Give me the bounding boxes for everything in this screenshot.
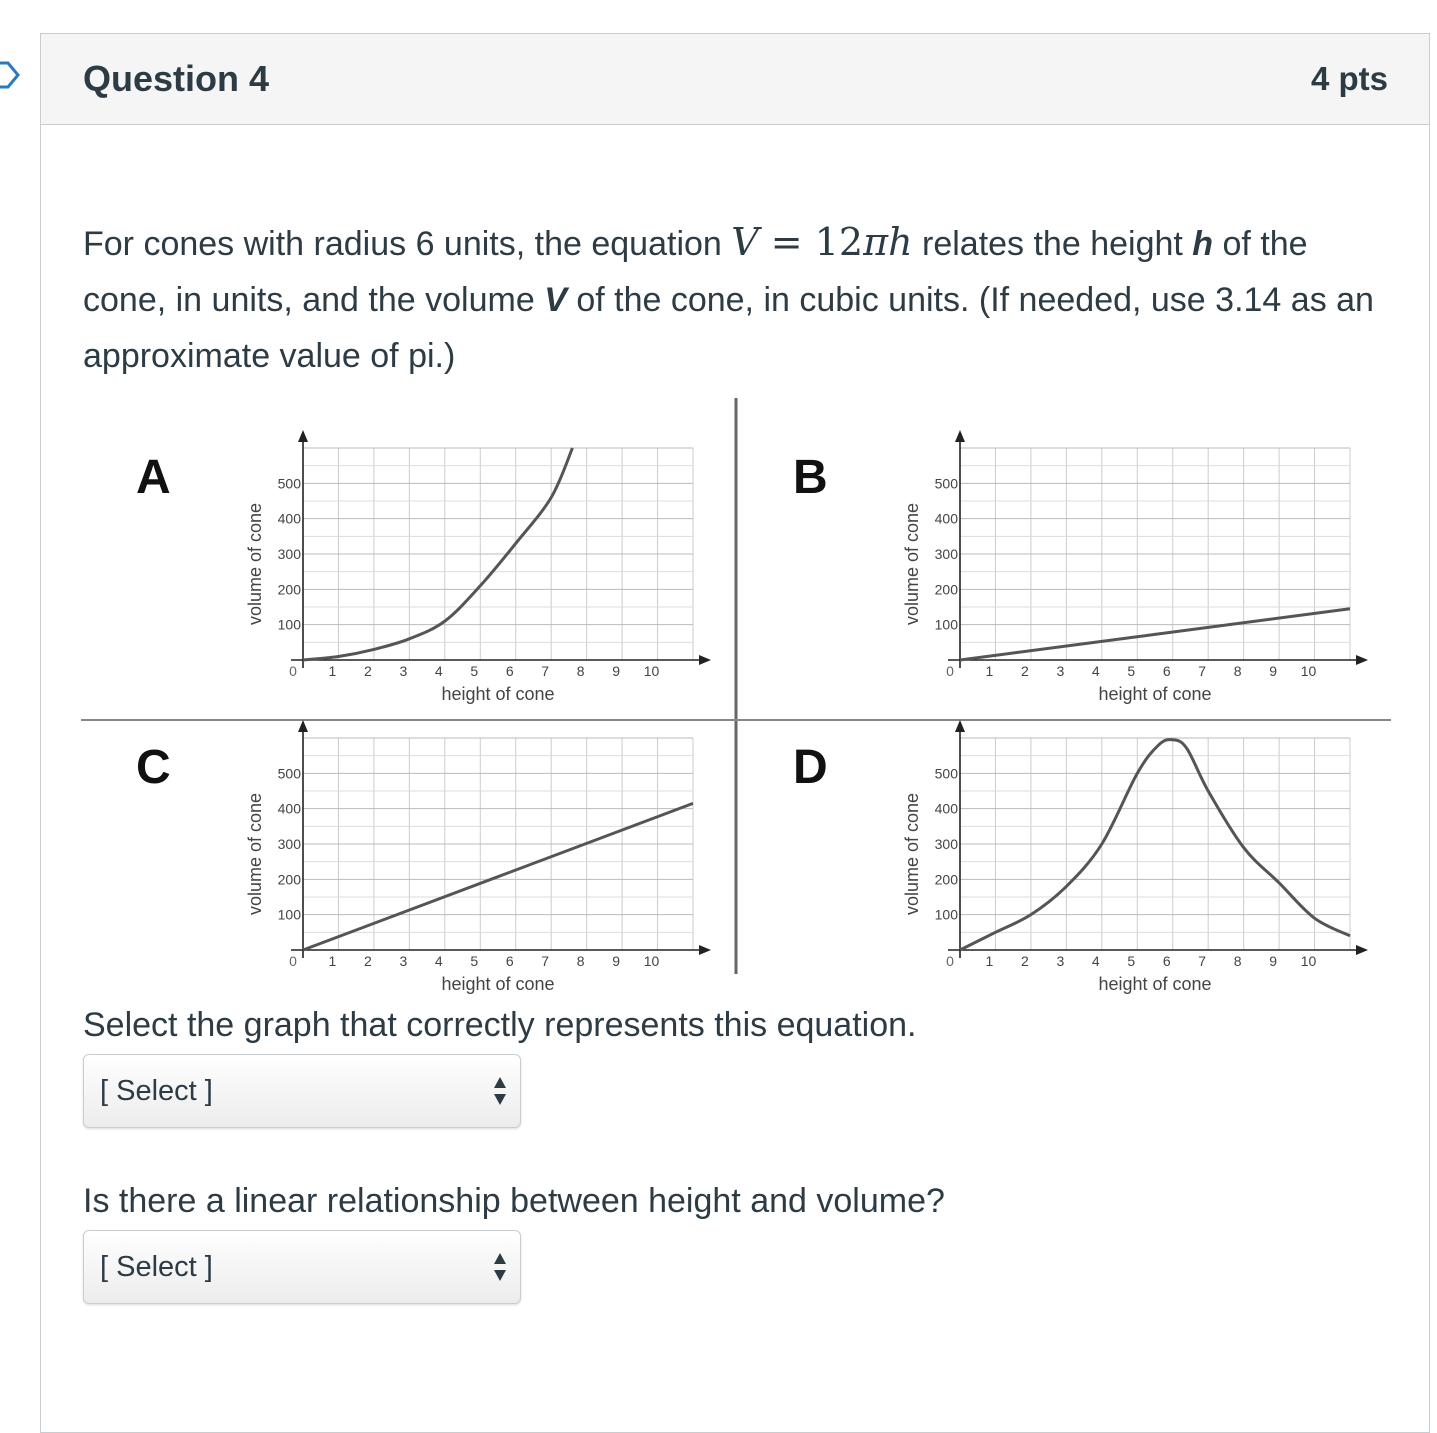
y-tick-label: 500: [934, 475, 958, 492]
y-tick-label: 100: [934, 906, 958, 923]
y-tick-label: 500: [277, 475, 301, 492]
x-tick-label: 4: [434, 663, 443, 679]
y-axis-label: volume of cone: [902, 792, 922, 916]
y-tick-label: 500: [934, 765, 958, 782]
y-tick-label: 500: [277, 765, 301, 782]
linear-select[interactable]: [83, 1230, 521, 1304]
x-tick-label: 4: [434, 953, 443, 969]
y-tick-label: 200: [934, 581, 958, 598]
x-tick-label: 6: [505, 953, 514, 969]
origin-label: 0: [946, 953, 954, 969]
question-points: 4 pts: [1310, 60, 1388, 97]
x-tick-label: 1: [328, 663, 337, 679]
x-tick-label: 8: [576, 953, 585, 969]
question-title: Question 4: [83, 58, 270, 99]
x-tick-label: 2: [364, 953, 372, 969]
x-tick-label: 7: [541, 953, 550, 969]
x-axis-label: height of cone: [441, 974, 555, 994]
x-tick-label: 6: [505, 663, 514, 679]
question-text: [83, 214, 1388, 384]
x-axis-arrow: [699, 945, 711, 955]
x-tick-label: 4: [1091, 953, 1100, 969]
origin-label: 0: [946, 663, 954, 679]
origin-label: 0: [289, 663, 297, 679]
var-h: h: [1192, 225, 1214, 263]
y-tick-label: 200: [277, 871, 301, 888]
y-tick-label: 300: [934, 546, 958, 562]
x-axis-arrow: [1356, 945, 1368, 955]
y-tick-label: 300: [934, 836, 958, 852]
x-tick-label: 9: [1269, 953, 1277, 969]
x-tick-label: 8: [1233, 663, 1242, 679]
x-axis-label: height of cone: [1098, 684, 1212, 704]
y-axis-arrow: [298, 430, 308, 442]
graph-select[interactable]: [83, 1054, 521, 1128]
x-axis-arrow: [699, 655, 711, 665]
x-tick-label: 7: [541, 663, 550, 679]
x-tick-label: 4: [1091, 663, 1100, 679]
x-axis-label: height of cone: [1098, 974, 1212, 994]
y-tick-label: 400: [277, 800, 301, 817]
text-part3: of the cone, in units, and the volume: [83, 225, 1308, 319]
x-axis-label: height of cone: [441, 684, 555, 704]
panel-label: D: [793, 741, 828, 794]
question-header: [41, 34, 1429, 125]
graph-options: [81, 398, 1391, 994]
x-tick-label: 1: [985, 663, 994, 679]
x-tick-label: 7: [1198, 953, 1207, 969]
panel-label: C: [136, 741, 171, 794]
x-tick-label: 5: [470, 663, 479, 679]
origin-label: 0: [289, 953, 297, 969]
select-arrows-icon: [492, 1250, 508, 1284]
x-tick-label: 9: [612, 953, 620, 969]
y-axis-label: volume of cone: [902, 502, 922, 626]
y-tick-label: 100: [934, 616, 958, 633]
x-tick-label: 1: [328, 953, 337, 969]
linear-question-prompt: Is there a linear relationship between height and volume?: [83, 1182, 945, 1220]
x-tick-label: 8: [576, 663, 585, 679]
equation: V = 12πh: [731, 220, 913, 264]
y-tick-label: 400: [277, 510, 301, 527]
x-tick-label: 2: [1021, 663, 1029, 679]
select-arrows-icon: [492, 1074, 508, 1108]
text-part2: relates the height: [912, 225, 1193, 263]
graph-panel-c: [136, 720, 711, 994]
x-tick-label: 3: [1056, 663, 1065, 679]
y-tick-label: 200: [934, 871, 958, 888]
var-v: V: [544, 281, 567, 319]
series-line: [303, 803, 693, 950]
x-axis-arrow: [1356, 655, 1368, 665]
graph-select-value: [ Select ]: [100, 1074, 213, 1107]
x-tick-label: 9: [612, 663, 620, 679]
text-part4: of the cone, in cubic units. (If needed, use 3.14 as an approximate value of pi.): [83, 281, 1374, 375]
graph-panel-a: [136, 430, 711, 704]
panel-label: B: [793, 451, 828, 504]
x-tick-label: 10: [1300, 663, 1317, 679]
x-tick-label: 2: [364, 663, 372, 679]
x-tick-label: 7: [1198, 663, 1207, 679]
x-tick-label: 5: [1127, 953, 1136, 969]
x-tick-label: 5: [470, 953, 479, 969]
series-line: [960, 740, 1350, 950]
y-axis-arrow: [955, 430, 965, 442]
y-tick-label: 400: [934, 510, 958, 527]
y-axis-label: volume of cone: [245, 502, 265, 626]
y-axis-arrow: [298, 720, 308, 732]
x-tick-label: 3: [399, 953, 408, 969]
x-tick-label: 10: [1300, 953, 1317, 969]
y-tick-label: 300: [277, 546, 301, 562]
x-tick-label: 8: [1233, 953, 1242, 969]
y-tick-label: 300: [277, 836, 301, 852]
x-tick-label: 10: [643, 953, 660, 969]
x-tick-label: 9: [1269, 663, 1277, 679]
x-tick-label: 1: [985, 953, 994, 969]
y-tick-label: 100: [277, 616, 301, 633]
series-line: [960, 609, 1350, 660]
x-tick-label: 2: [1021, 953, 1029, 969]
graph-panel-b: [793, 430, 1368, 704]
panel-label: A: [136, 451, 171, 504]
x-tick-label: 3: [1056, 953, 1065, 969]
bookmark-icon[interactable]: [0, 60, 20, 90]
y-axis-label: volume of cone: [245, 792, 265, 916]
x-tick-label: 6: [1162, 953, 1171, 969]
y-tick-label: 100: [277, 906, 301, 923]
y-tick-label: 200: [277, 581, 301, 598]
x-tick-label: 10: [643, 663, 660, 679]
y-axis-arrow: [955, 720, 965, 732]
text-part1: For cones with radius 6 units, the equation: [83, 225, 732, 263]
select-graph-prompt: Select the graph that correctly represents this equation.: [83, 1006, 917, 1044]
x-tick-label: 3: [399, 663, 408, 679]
graph-panel-d: [793, 720, 1368, 994]
x-tick-label: 5: [1127, 663, 1136, 679]
question-card: [40, 33, 1430, 1433]
y-tick-label: 400: [934, 800, 958, 817]
x-tick-label: 6: [1162, 663, 1171, 679]
linear-select-value: [ Select ]: [100, 1250, 213, 1283]
